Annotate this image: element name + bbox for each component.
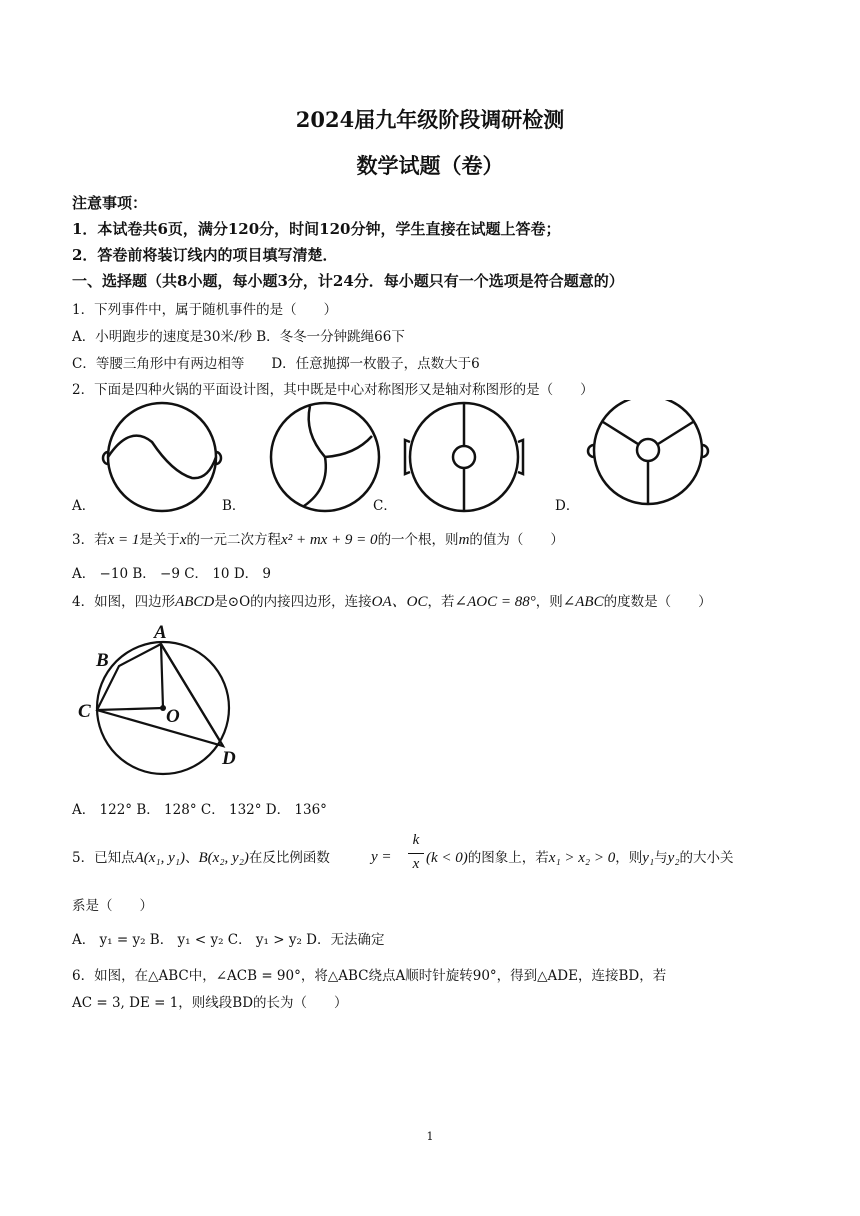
quadrilateral-abcd bbox=[97, 644, 223, 746]
q2-figures bbox=[72, 400, 792, 520]
segment-oa bbox=[161, 644, 163, 708]
q5-function: y = bbox=[371, 849, 392, 865]
exam-title: 2024届九年级阶段调研检测 bbox=[295, 107, 565, 132]
q5-options: A． y₁ = y₂ B． y₁ < y₂ C． y₁ > y₂ D．无法确定 bbox=[72, 932, 385, 948]
notes-item-1: 1．本试卷共6页，满分120分，时间120分钟，学生直接在试题上答卷； bbox=[72, 220, 561, 238]
q5-stem-cont: (k < 0)的图象上，若x₁ > x₂ > 0，则y₁与y₂的大小关 bbox=[426, 850, 734, 866]
segment-oc bbox=[97, 708, 163, 710]
exam-subtitle: 数学试题（卷） bbox=[356, 153, 504, 178]
q2-label-c: C． bbox=[373, 498, 397, 514]
label-a: A bbox=[154, 622, 167, 643]
notes-item-2: 2．答卷前将装订线内的项目填写清楚． bbox=[72, 246, 338, 264]
q4-stem: 4．如图，四边形ABCD是⊙O的内接四边形，连接OA、OC，若∠AOC = 88°，则∠ABC的度数是（ ） bbox=[72, 594, 712, 610]
q2-stem: 2．下面是四种火锅的平面设计图，其中既是中心对称图形又是轴对称图形的是（ ） bbox=[72, 382, 594, 398]
section-heading: 一、选择题（共8小题，每小题3分，计24分．每小题只有一个选项是符合题意的） bbox=[72, 272, 624, 290]
q6-stem-line1: 6．如图，在△ABC中，∠ACB = 90°，将△ABC绕点A顺时针旋转90°，得到△ADE，连接BD，若 bbox=[72, 968, 667, 984]
q6-stem-line2: AC = 3, DE = 1，则线段BD的长为（ ） bbox=[72, 995, 348, 1011]
label-b: B bbox=[96, 650, 109, 671]
label-d: D bbox=[222, 748, 236, 769]
hotpot-figure-a bbox=[103, 403, 221, 511]
q5-stem: 5．已知点A(x₁, y₁)、B(x₂, y₂)在反比例函数 bbox=[72, 850, 330, 866]
q2-label-a: A． bbox=[72, 498, 96, 514]
q5-denominator: x bbox=[412, 856, 420, 872]
q3-stem: 3．若x = 1是关于x的一元二次方程x² + mx + 9 = 0的一个根，则m的值为（ ） bbox=[72, 532, 564, 548]
hotpot-figure-b bbox=[271, 403, 379, 511]
q1-options-ab: A．小明跑步的速度是30米/秒 B．冬冬一分钟跳绳66下 bbox=[72, 329, 405, 345]
q2-label-b: B． bbox=[222, 498, 246, 514]
fraction-bar bbox=[408, 853, 424, 854]
q4-circle-figure bbox=[72, 616, 252, 776]
q4-options: A． 122° B． 128° C． 132° D． 136° bbox=[72, 802, 327, 818]
hotpot-figure-c bbox=[405, 403, 523, 511]
q5-stem-line2: 系是（ ） bbox=[72, 898, 153, 914]
hotpot-figure-d bbox=[588, 400, 708, 504]
q1-stem: 1．下列事件中，属于随机事件的是（ ） bbox=[72, 302, 338, 318]
q2-label-d: D． bbox=[555, 498, 580, 514]
notes-heading: 注意事项： bbox=[72, 194, 148, 212]
q5-numerator: k bbox=[412, 832, 420, 848]
label-o: O bbox=[166, 706, 180, 727]
q3-options: A． −10 B． −9 C． 10 D． 9 bbox=[72, 566, 272, 582]
page-number: 1 bbox=[426, 1130, 434, 1143]
label-c: C bbox=[78, 701, 91, 722]
q1-options-cd: C．等腰三角形中有两边相等 D．任意抛掷一枚骰子，点数大于6 bbox=[72, 356, 480, 372]
